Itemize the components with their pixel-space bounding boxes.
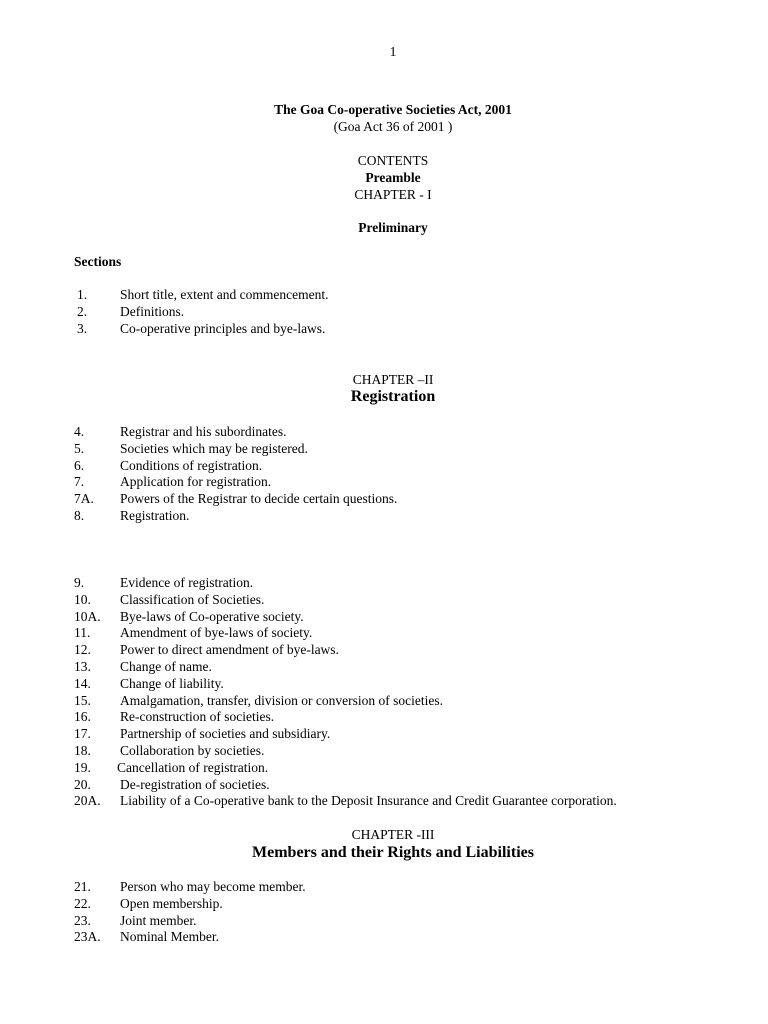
chapter3-title: Members and their Rights and Liabilities xyxy=(252,844,534,861)
sections-label: Sections xyxy=(74,254,122,269)
section-number: 8. xyxy=(74,508,85,523)
section-number: 23. xyxy=(74,912,91,928)
chapter3-heading: CHAPTER -III xyxy=(351,827,435,842)
section-title: Change of liability. xyxy=(120,675,224,691)
chapter2-title: Registration xyxy=(350,388,436,405)
section-title: Open membership. xyxy=(120,895,223,911)
section-number: 21. xyxy=(74,879,91,894)
section-number: 7A. xyxy=(74,491,94,507)
chapter2-heading: CHAPTER –II xyxy=(352,372,434,387)
section-number: 20. xyxy=(74,776,91,792)
page-number: 1 xyxy=(389,44,397,59)
section-title: Classification of Societies. xyxy=(120,591,265,607)
section-title: Societies which may be registered. xyxy=(120,440,308,456)
section-number: 6. xyxy=(74,457,85,473)
section-number: 1. xyxy=(77,287,88,302)
section-number: 2. xyxy=(77,303,88,319)
section-number: 9. xyxy=(74,575,85,590)
section-title: Registrar and his subordinates. xyxy=(120,424,287,439)
section-title: De-registration of societies. xyxy=(120,776,270,792)
section-number: 7. xyxy=(74,474,85,490)
section-number: 18. xyxy=(74,743,91,758)
section-title: Amendment of bye-laws of society. xyxy=(120,625,313,641)
contents-heading: CONTENTS xyxy=(357,153,429,168)
section-title: Short title, extent and commencement. xyxy=(120,287,329,302)
section-number: 14. xyxy=(74,675,91,691)
section-title: Change of name. xyxy=(120,659,212,674)
section-number: 4. xyxy=(74,424,85,439)
section-title: Liability of a Co-operative bank to the Deposit Insurance and Credit Guarantee corporation. xyxy=(120,793,617,809)
section-title: Powers of the Registrar to decide certain questions. xyxy=(120,491,398,507)
section-title: Registration. xyxy=(120,508,190,523)
section-number: 11. xyxy=(74,625,91,641)
section-title: Evidence of registration. xyxy=(120,575,254,590)
section-title: Nominal Member. xyxy=(120,929,219,945)
section-title: Partnership of societies and subsidiary. xyxy=(120,726,331,742)
section-number: 17. xyxy=(74,726,91,742)
section-number: 15. xyxy=(74,692,91,708)
section-title: Bye-laws of Co-operative society. xyxy=(120,608,304,624)
section-number: 19. xyxy=(74,759,91,775)
act-subtitle: (Goa Act 36 of 2001 ) xyxy=(333,119,453,134)
section-title: Joint member. xyxy=(120,912,197,928)
section-title: Collaboration by societies. xyxy=(120,743,265,758)
section-number: 3. xyxy=(77,320,88,336)
section-title: Power to direct amendment of bye-laws. xyxy=(120,642,339,658)
section-title: Application for registration. xyxy=(120,474,272,490)
section-title: Co-operative principles and bye-laws. xyxy=(120,320,326,336)
section-title: Definitions. xyxy=(120,303,185,319)
section-number: 13. xyxy=(74,659,91,674)
section-number: 16. xyxy=(74,709,91,725)
preamble-heading: Preamble xyxy=(365,170,421,185)
act-title: The Goa Co-operative Societies Act, 2001 xyxy=(274,102,512,117)
section-number: 22. xyxy=(74,895,91,911)
section-number: 10A. xyxy=(74,608,101,624)
section-number: 23A. xyxy=(74,929,101,945)
chapter1-title: Preliminary xyxy=(358,220,428,235)
section-number: 12. xyxy=(74,642,91,658)
section-title: Amalgamation, transfer, division or conversion of societies. xyxy=(120,692,444,708)
section-number: 20A. xyxy=(74,793,101,809)
section-title: Conditions of registration. xyxy=(120,457,263,473)
section-title: Cancellation of registration. xyxy=(117,759,269,775)
chapter1-heading: CHAPTER - I xyxy=(354,187,432,202)
section-number: 5. xyxy=(74,440,85,456)
section-title: Person who may become member. xyxy=(120,879,306,894)
section-number: 10. xyxy=(74,591,91,607)
section-title: Re-construction of societies. xyxy=(120,709,275,725)
